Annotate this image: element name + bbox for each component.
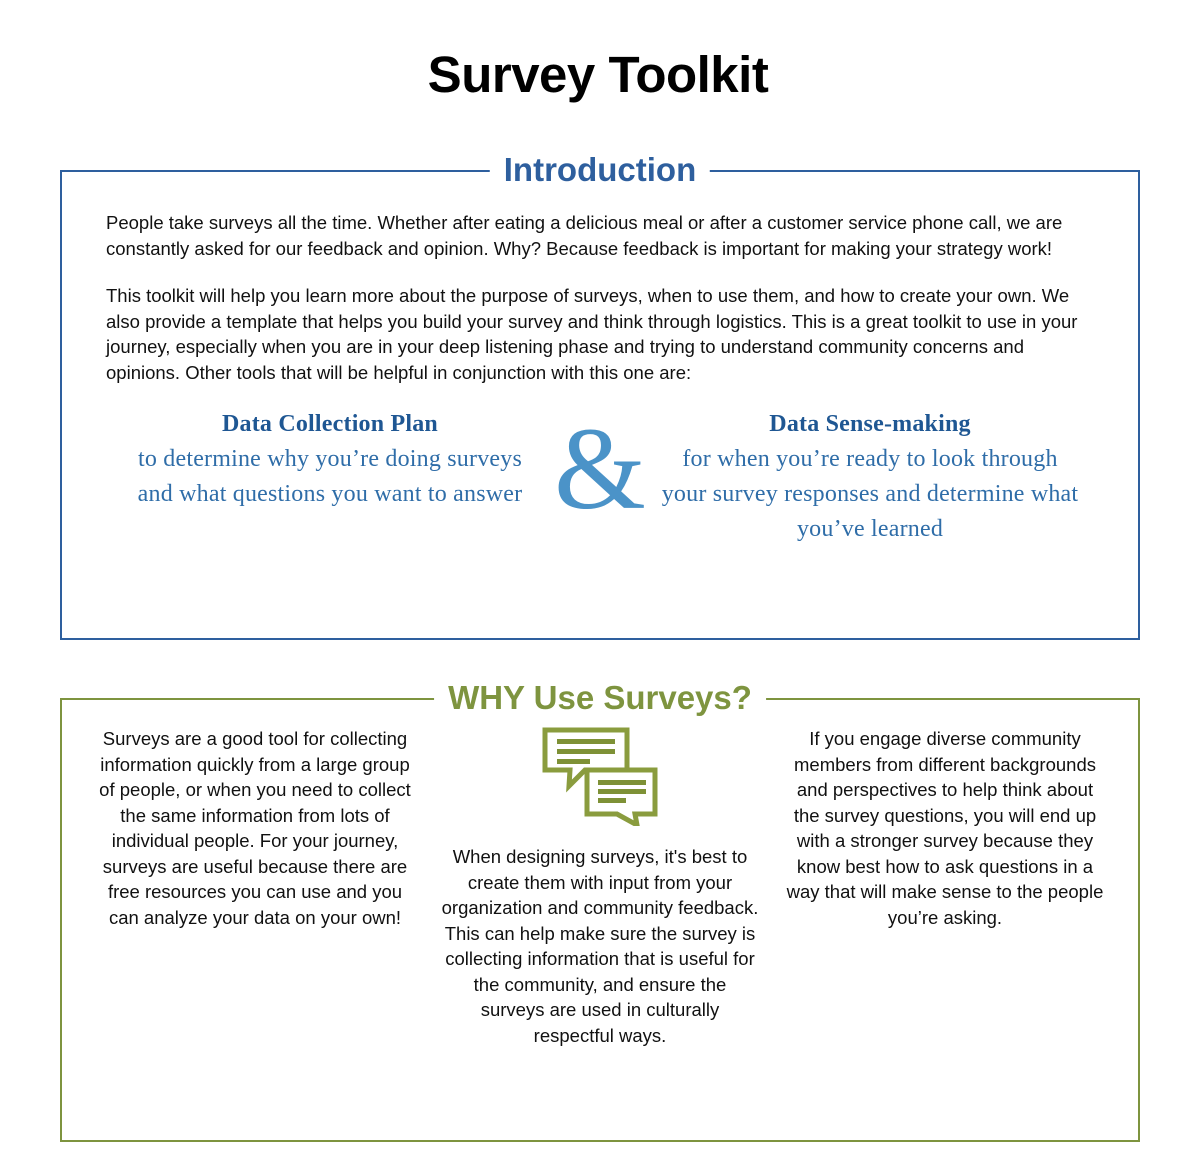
why-columns <box>62 700 1138 1048</box>
tool-description-data-collection-plan: to determine why you’re doing surveys and what questions you want to answer <box>137 446 523 507</box>
ampersand-symbol: & <box>554 403 646 534</box>
why-use-surveys-panel <box>60 679 1140 1142</box>
tool-data-sense-making <box>660 407 1080 547</box>
why-column-left <box>96 726 414 930</box>
intro-paragraph-2: This toolkit will help you learn more about the purpose of surveys, when to use them, and how to create your own. We also provide a template that helps you build your survey and think through logistics. This is a great toolkit to use in your journey, especially when you are in your deep listening phase and trying to understand community concerns and opinions. Other tools that will be helpful in conjunction with this one are: <box>106 285 1078 383</box>
speech-bubbles-icon-wrap <box>441 726 759 826</box>
why-column-middle <box>441 726 759 1048</box>
introduction-panel <box>60 151 1140 640</box>
why-text-right: If you engage diverse community members from different backgrounds and perspectives to help think about the survey questions, you will end up with a stronger survey because they know best how to ask questions in a way that will make sense to the people you’re asking. <box>786 728 1104 928</box>
introduction-body <box>62 172 1138 385</box>
tool-data-collection-plan <box>120 407 540 512</box>
introduction-legend: Introduction <box>490 148 710 192</box>
page-title: Survey Toolkit <box>427 46 769 103</box>
tool-description-data-sense-making: for when you’re ready to look through your survey responses and determine what you’ve learned <box>661 446 1079 542</box>
why-column-right <box>786 726 1104 930</box>
tool-title-data-collection-plan: Data Collection Plan <box>222 411 438 437</box>
speech-bubbles-icon <box>541 726 659 826</box>
why-use-surveys-legend: WHY Use Surveys? <box>434 676 766 720</box>
intro-paragraph-1: People take surveys all the time. Whether after eating a delicious meal or after a customer service phone call, we are constantly asked for our feedback and opinion. Why? Because feedback is important for making your strategy work! <box>106 212 1063 259</box>
why-text-left: Surveys are a good tool for collecting information quickly from a large group of people, or when you need to collect the same information from lots of individual people. For your journey, surveys are useful because there are free resources you can use and you can analyze your data on your own! <box>99 728 411 928</box>
related-tools-row <box>62 385 1138 547</box>
why-text-middle: When designing surveys, it's best to create them with input from your organization and community feedback. This can help make sure the survey is collecting information that is useful for the community, and ensure the surveys are used in culturally respectful ways. <box>441 846 759 1046</box>
tool-title-data-sense-making: Data Sense-making <box>769 411 971 437</box>
